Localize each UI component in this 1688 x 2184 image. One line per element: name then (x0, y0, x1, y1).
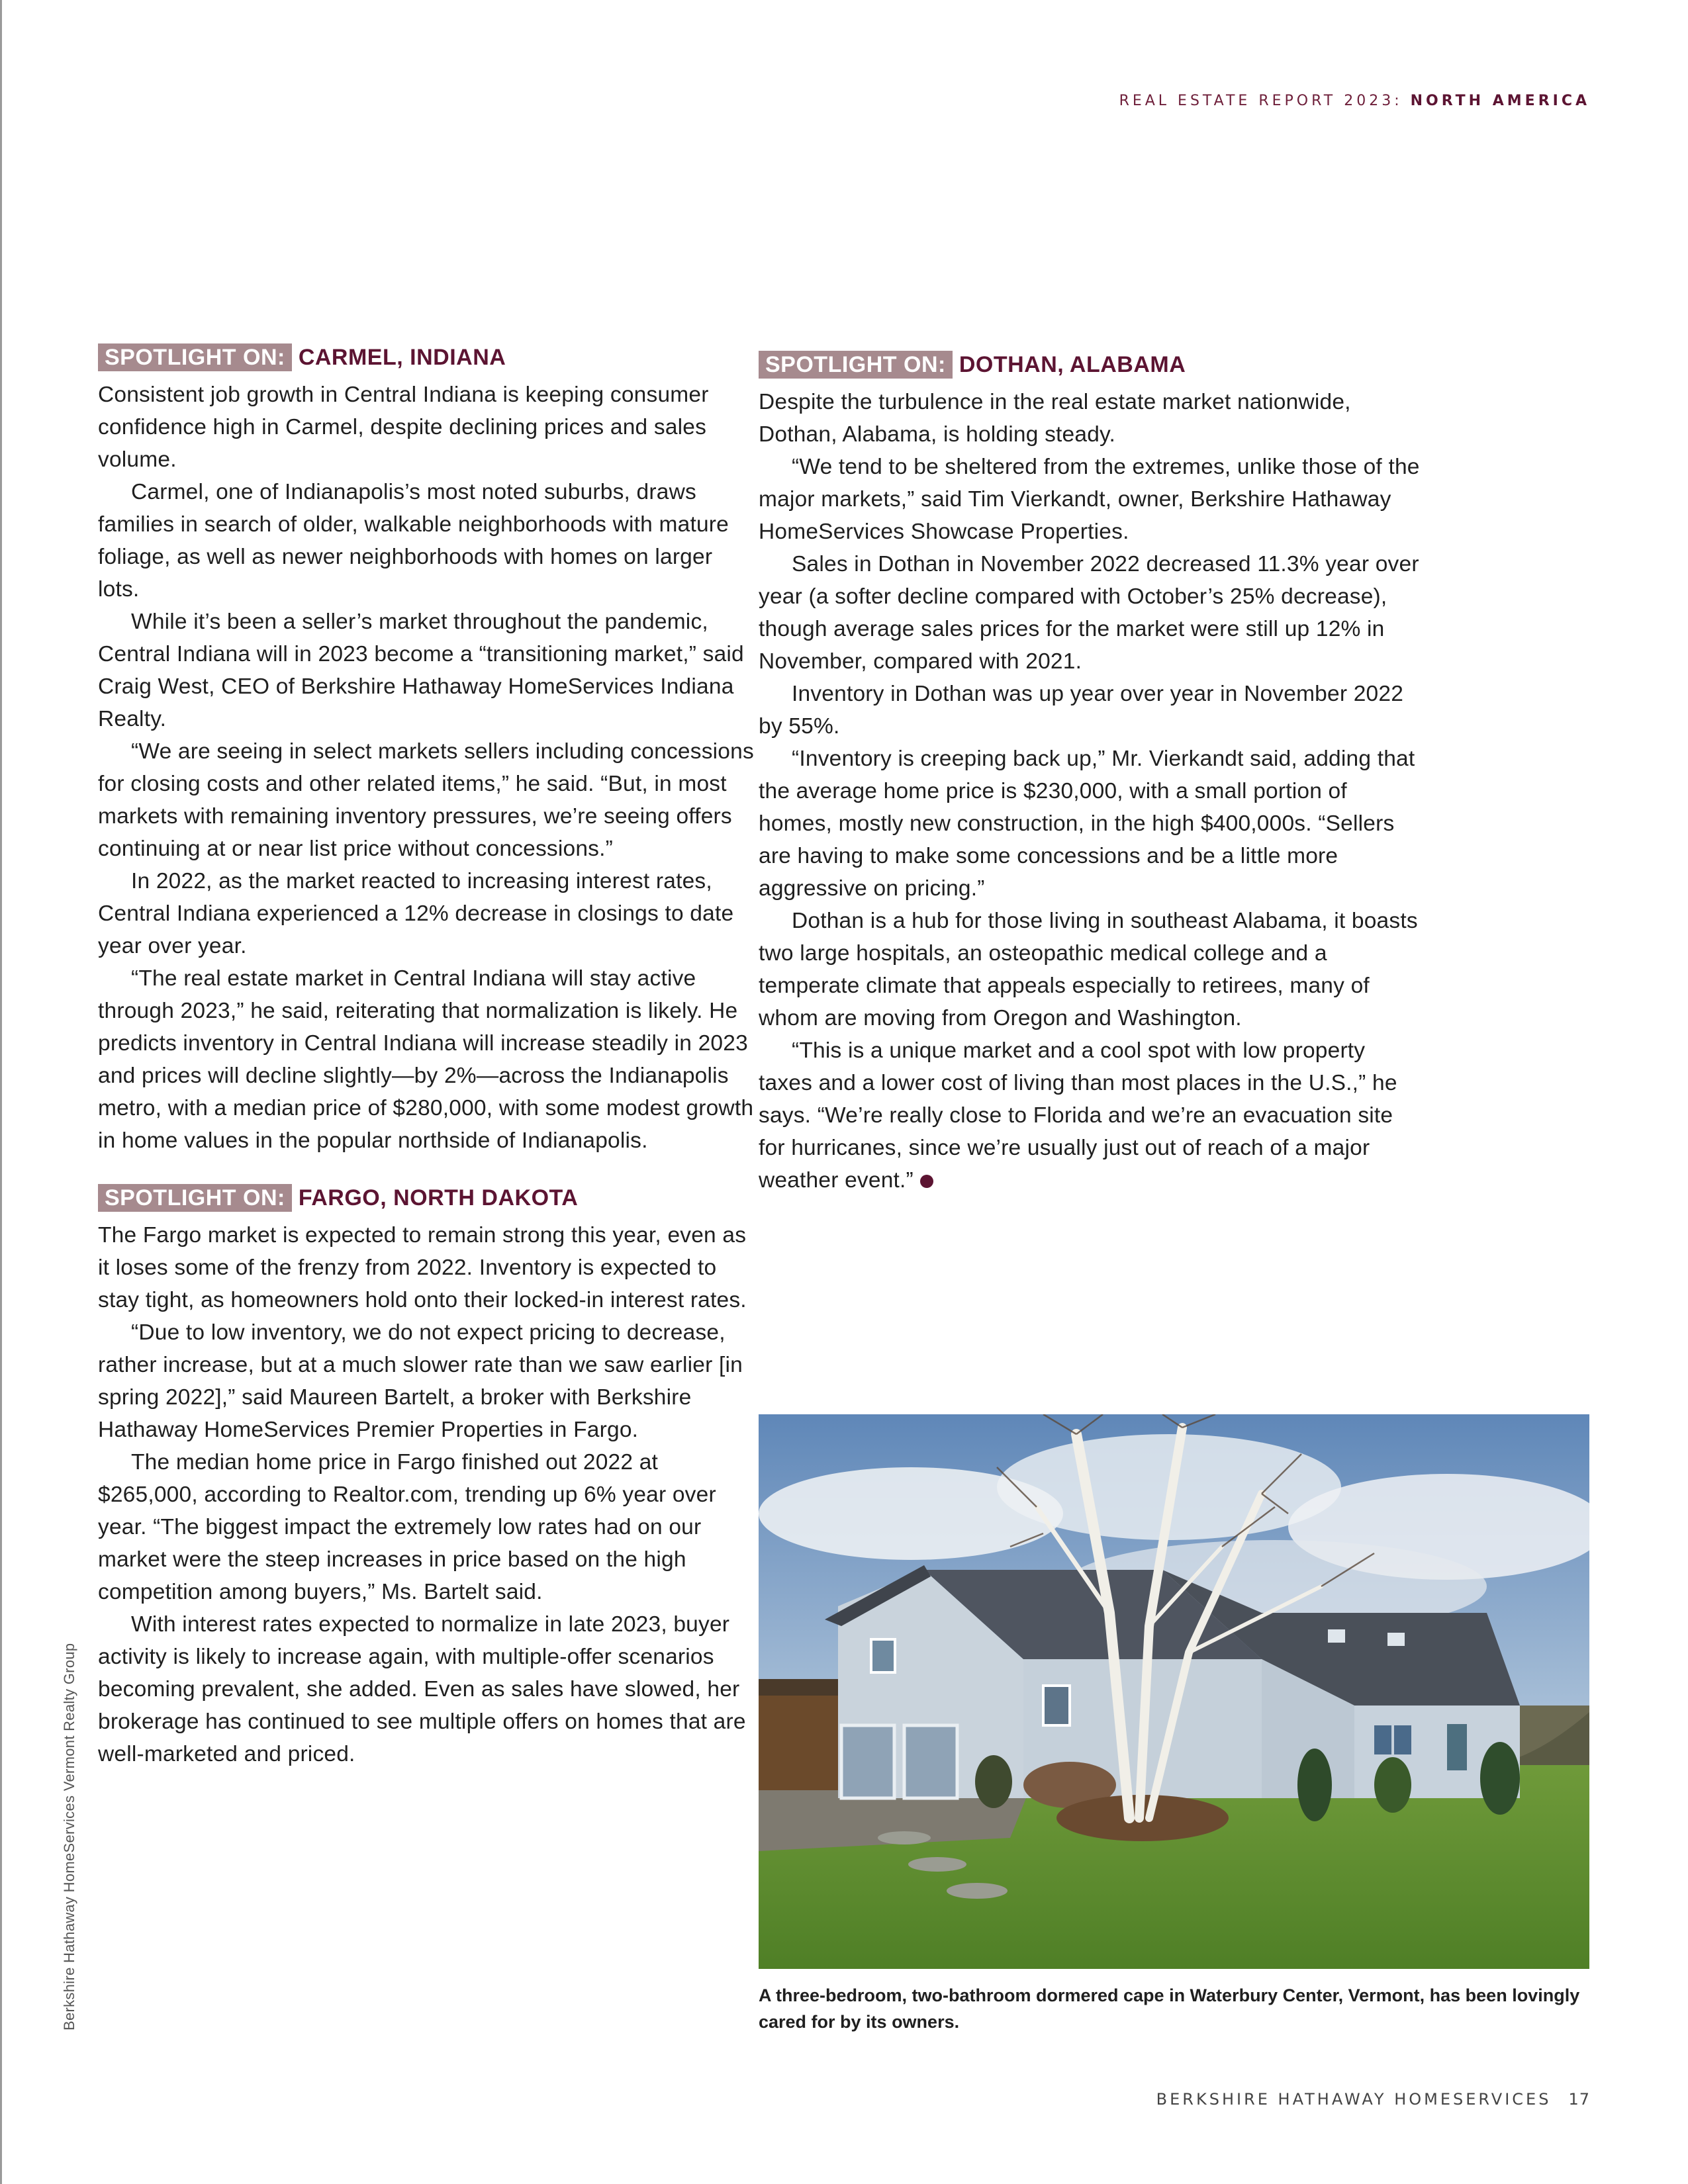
spotlight-heading-dothan (759, 347, 1421, 382)
end-mark-icon (920, 1175, 933, 1188)
paragraph: Inventory in Dothan was up year over year in November 2022 by 55%. (759, 682, 1404, 739)
paragraph: Despite the turbulence in the real estate market nationwide, Dothan, Alabama, is holding steady. (759, 390, 1351, 447)
paragraph: Consistent job growth in Central Indiana is keeping consumer confidence high in Carmel, despite declining prices and sales volume. (98, 383, 709, 472)
section-spacer (98, 1157, 760, 1181)
page-number: 17 (1568, 2090, 1590, 2109)
paragraph: With interest rates expected to normalize in late 2023, buyer activity is likely to increase again, with multiple-offer scenarios becoming prevalent, she added. Even as sales have slowed, her brokerage has continued to see multiple offers on homes that are well-marketed and priced. (98, 1612, 746, 1766)
paragraph: “Due to low inventory, we do not expect pricing to decrease, rather increase, but at a much slower rate than we saw earlier [in spring 2022],” said Maureen Bartelt, a broker with Berkshire Hathaway HomeServices Premier Properties in Fargo. (98, 1320, 743, 1442)
paragraph-text: “This is a unique market and a cool spot with low property taxes and a lower cost of living than most places in the U.S.,” he says. “We’re really close to Florida and we’re an evacuation site for hurricanes, since we’re usually just out of reach of a major weather event.” (759, 1038, 1397, 1193)
page-footer (1156, 2090, 1590, 2109)
report-title: REAL ESTATE REPORT 2023: (1119, 93, 1403, 109)
paragraph: Sales in Dothan in November 2022 decreased 11.3% year over year (a softer decline compared with October’s 25% decrease), though average sales prices for the market were still up 12% in November, compared with 2021. (759, 552, 1419, 674)
footer-brand: BERKSHIRE HATHAWAY HOMESERVICES (1156, 2090, 1552, 2109)
house-photo (759, 1414, 1589, 1969)
paragraph: “We are seeing in select markets sellers including concessions for closing costs and other related items,” he said. “But, in most markets with remaining inventory pressures, we’re seeing offers continuing at or near list price without concessions.” (98, 739, 754, 861)
right-column (759, 347, 1421, 1197)
house-illustration (759, 1414, 1589, 1969)
page-edge-line (0, 0, 2, 2184)
paragraph: Dothan is a hub for those living in southeast Alabama, it boasts two large hospitals, an osteopathic medical college and a temperate climate that appeals especially to retirees, many of whom are moving from Oregon and Washington. (759, 909, 1418, 1030)
report-region: NORTH AMERICA (1410, 93, 1590, 109)
spotlight-place: FARGO, NORTH DAKOTA (298, 1185, 579, 1210)
spotlight-tag: SPOTLIGHT ON: (759, 351, 953, 379)
paragraph: “We tend to be sheltered from the extremes, unlike those of the major markets,” said Tim Vierkandt, owner, Berkshire Hathaway HomeServices Showcase Properties. (759, 455, 1420, 544)
spotlight-tag: SPOTLIGHT ON: (98, 343, 292, 371)
spotlight-place: CARMEL, INDIANA (298, 345, 506, 370)
paragraph: While it’s been a seller’s market throughout the pandemic, Central Indiana will in 2023 become a “transitioning market,” said Craig West, CEO of Berkshire Hathaway HomeServices Indiana Realty. (98, 610, 744, 731)
paragraph: Carmel, one of Indianapolis’s most noted suburbs, draws families in search of older, walkable neighborhoods with mature foliage, as well as newer neighborhoods with homes on larger lots. (98, 480, 729, 602)
paragraph: In 2022, as the market reacted to increasing interest rates, Central Indiana experienced a 12% decrease in closings to date year over year. (98, 869, 734, 958)
spotlight-heading-fargo (98, 1181, 760, 1215)
left-column (98, 340, 760, 1770)
photo-caption: A three-bedroom, two-bathroom dormered cape in Waterbury Center, Vermont, has been lovingly cared for by its owners. (759, 1985, 1580, 2032)
spotlight-tag: SPOTLIGHT ON: (98, 1184, 292, 1212)
spotlight-heading-carmel (98, 340, 760, 375)
paragraph: The Fargo market is expected to remain strong this year, even as it loses some of the frenzy from 2022. Inventory is expected to stay tight, as homeowners hold onto their locked-in interest rates. (98, 1223, 747, 1312)
paragraph: “Inventory is creeping back up,” Mr. Vierkandt said, adding that the average home price is $230,000, with a small portion of homes, mostly new construction, in the high $400,000s. “Sellers are having to make some concessions and be a little more aggressive on pricing.” (759, 747, 1415, 901)
photo-credit: Berkshire Hathaway HomeServices Vermont Realty Group (61, 1643, 77, 2030)
spotlight-place: DOTHAN, ALABAMA (959, 352, 1186, 377)
running-header (1119, 93, 1590, 109)
paragraph: “The real estate market in Central Indiana will stay active through 2023,” he said, reiterating that normalization is likely. He predicts inventory in Central Indiana will increase steadily in 2023 and prices will decline slightly—by 2%—across the Indianapolis metro, with a median price of $280,000, with some modest growth in home values in the popular northside of Indianapolis. (98, 966, 754, 1153)
paragraph: The median home price in Fargo finished out 2022 at $265,000, according to Realtor.com, trending up 6% year over year. “The biggest impact the extremely low rates had on our market were the steep increases in price based on the high competition among buyers,” Ms. Bartelt said. (98, 1450, 716, 1604)
paragraph-last (759, 1034, 1421, 1197)
